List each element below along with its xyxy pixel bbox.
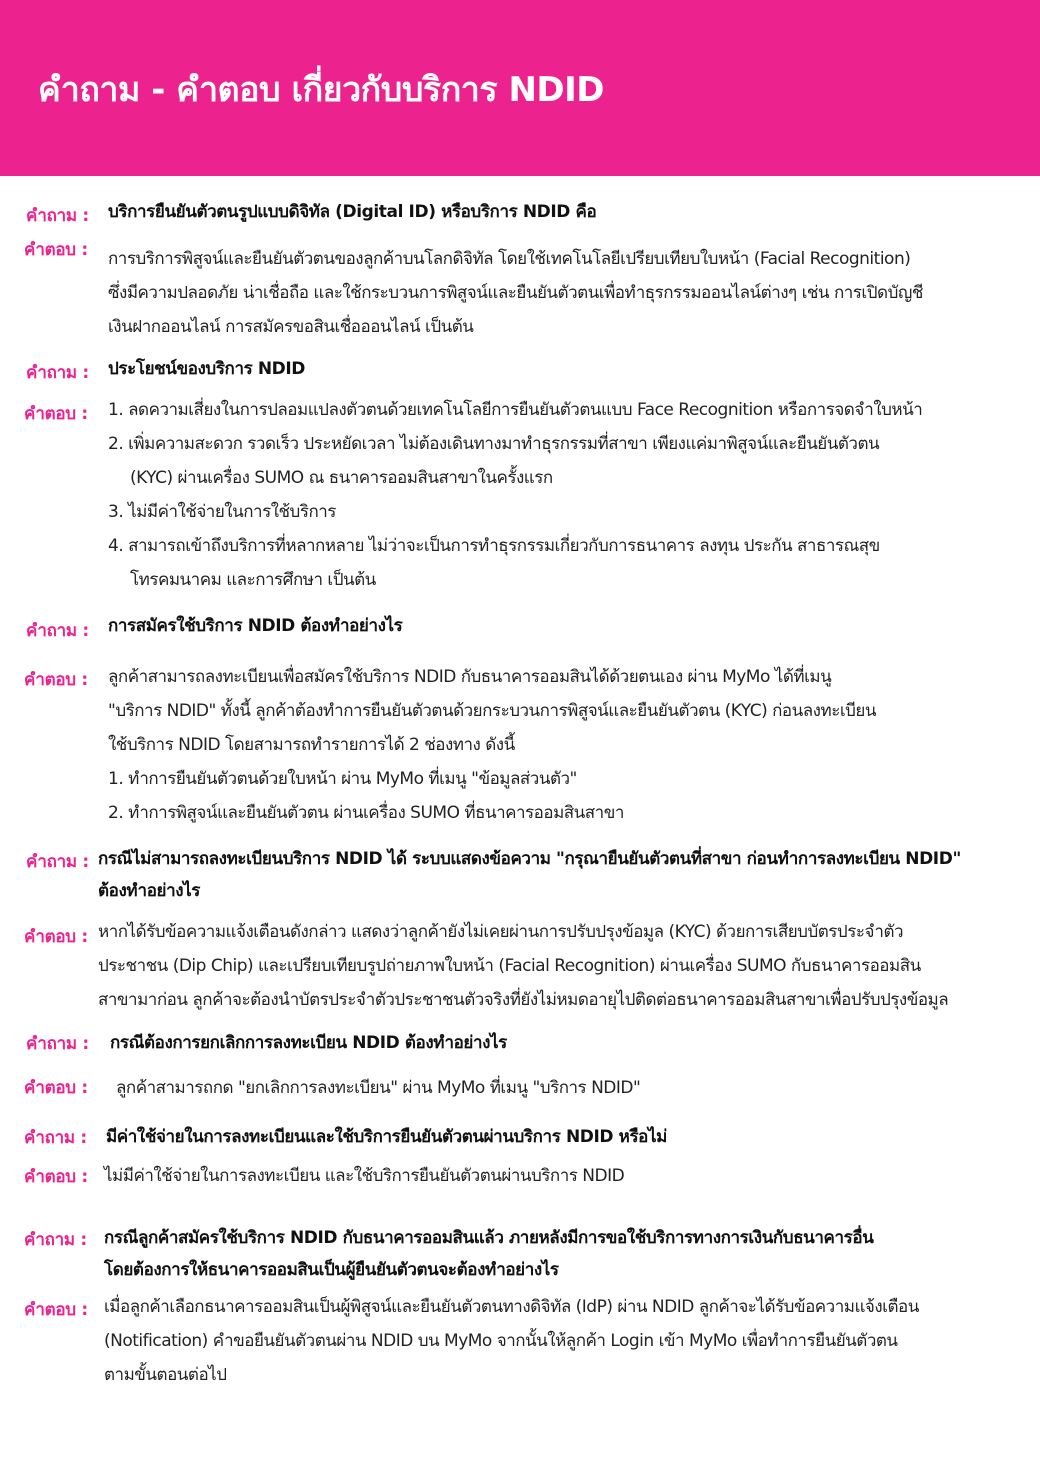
question-label: คำถาม : — [26, 206, 89, 226]
answer-label: คำตอบ : — [24, 404, 88, 424]
list-item-continued: (KYC) ผ่านเครื่อง SUMO ณ ธนาคารออมสินสาขาในครั้งแรก — [130, 468, 553, 488]
question-text: กรณีต้องการยกเลิกการลงทะเบียน NDID ต้องทำอย่างไร — [110, 1033, 507, 1053]
list-item: 3. ไม่มีค่าใช้จ่ายในการใช้บริการ — [108, 502, 336, 522]
question-label: คำถาม : — [26, 621, 89, 641]
answer-text: หากได้รับข้อความแจ้งเตือนดังกล่าว แสดงว่าลูกค้ายังไม่เคยผ่านการปรับปรุงข้อมูล (KYC) ด้วยการเสียบบัตรประจำตัว ประชาชน (Dip Chip) และเปรียบเทียบรูปถ่ายภาพใบหน้า (Facial Recognition) ผ่านเครื่อง SUMO กับธนาคารออมสิน สาขามาก่อน ลูกค้าจะต้องนำบัตรประจำตัวประชาชนตัวจริงที่ยังไม่หมดอายุไปติดต่อธนาคารออมสินสาขาเพื่อปรับปรุงข้อมูล — [98, 922, 949, 1010]
answer-label: คำตอบ : — [24, 1078, 88, 1098]
answer-label: คำตอบ : — [24, 670, 88, 690]
answer-text: ลูกค้าสามารถลงทะเบียนเพื่อสมัครใช้บริการ NDID กับธนาคารออมสินได้ด้วยตนเอง ผ่าน MyMo ได้ที่เมนู "บริการ NDID" ทั้งนี้ ลูกค้าต้องทำการยืนยันตัวตนด้วยกระบวนการพิสูจน์และยืนยันตัวตน (KYC) ก่อนลงทะเบียน ใช้บริการ NDID โดยสามารถทำรายการได้ 2 ช่องทาง ดังนี้ 1. ทำการยืนยันตัวตนด้วยใบหน้า ผ่าน MyMo ที่เมนู "ข้อมูลส่วนตัว" 2. ทำการพิสูจน์และยืนยันตัวตน ผ่านเครื่อง SUMO ที่ธนาคารออมสินสาขา — [108, 660, 876, 830]
question-label: คำถาม : — [24, 1230, 87, 1250]
answer-label: คำตอบ : — [24, 927, 88, 947]
answer-text: การบริการพิสูจน์และยืนยันตัวตนของลูกค้าบนโลกดิจิทัล โดยใช้เทคโนโลยีเปรียบเทียบใบหน้า (Facial Recognition) ซึ่งมีความปลอดภัย น่าเชื่อถือ และใช้กระบวนการพิสูจน์และยืนยันตัวตนเพื่อทำธุรกรรมออนไลน์ต่างๆ เช่น การเปิดบัญชี เงินฝากออนไลน์ การสมัครขอสินเชื่อออนไลน์ เป็นต้น — [108, 249, 923, 337]
question-text: การสมัครใช้บริการ NDID ต้องทำอย่างไร — [108, 616, 403, 636]
page-title: คำถาม - คำตอบ เกี่ยวกับบริการ NDID — [38, 70, 605, 110]
question-label: คำถาม : — [26, 1034, 89, 1054]
answer-text: ลูกค้าสามารถกด "ยกเลิกการลงทะเบียน" ผ่าน MyMo ที่เมนู "บริการ NDID" — [116, 1078, 641, 1098]
question-text: ประโยชน์ของบริการ NDID — [108, 359, 306, 379]
question-text: บริการยืนยันตัวตนรูปแบบดิจิทัล (Digital ID) หรือบริการ NDID คือ — [108, 202, 597, 222]
answer-list — [108, 393, 922, 597]
question-text: มีค่าใช้จ่ายในการลงทะเบียนและใช้บริการยืนยันตัวตนผ่านบริการ NDID หรือไม่ — [106, 1127, 667, 1147]
question-text: กรณีไม่สามารถลงทะเบียนบริการ NDID ได้ ระบบแสดงข้อความ "กรุณายืนยันตัวตนที่สาขา ก่อนทำการลงทะเบียน NDID" ต้องทำอย่างไร — [98, 849, 961, 901]
answer-text: ไม่มีค่าใช้จ่ายในการลงทะเบียน และใช้บริการยืนยันตัวตนผ่านบริการ NDID — [104, 1166, 625, 1186]
list-item-continued: โทรคมนาคม และการศึกษา เป็นต้น — [130, 570, 376, 590]
answer-text: เมื่อลูกค้าเลือกธนาคารออมสินเป็นผู้พิสูจน์และยืนยันตัวตนทางดิจิทัล (IdP) ผ่าน NDID ลูกค้าจะได้รับข้อความแจ้งเตือน (Notification) คำขอยืนยันตัวตนผ่าน NDID บน MyMo จากนั้นให้ลูกค้า Login เข้า MyMo เพื่อทำการยืนยันตัวตน ตามขั้นตอนต่อไป — [104, 1297, 919, 1385]
question-label: คำถาม : — [26, 852, 89, 872]
page-header — [0, 0, 1040, 176]
list-item: 2. ทำการพิสูจน์และยืนยันตัวตน ผ่านเครื่อง SUMO ที่ธนาคารออมสินสาขา — [108, 803, 624, 823]
question-text: กรณีลูกค้าสมัครใช้บริการ NDID กับธนาคารออมสินแล้ว ภายหลังมีการขอใช้บริการทางการเงินกับธนาคารอื่น โดยต้องการให้ธนาคารออมสินเป็นผู้ยืนยันตัวตนจะต้องทำอย่างไร — [104, 1228, 874, 1280]
answer-label: คำตอบ : — [24, 240, 88, 260]
list-item: 2. เพิ่มความสะดวก รวดเร็ว ประหยัดเวลา ไม่ต้องเดินทางมาทำธุรกรรมที่สาขา เพียงแค่มาพิสูจน์และยืนยันตัวตน — [108, 434, 880, 454]
answer-label: คำตอบ : — [24, 1300, 88, 1320]
question-label: คำถาม : — [26, 363, 89, 383]
question-label: คำถาม : — [24, 1128, 87, 1148]
list-item: 4. สามารถเข้าถึงบริการที่หลากหลาย ไม่ว่าจะเป็นการทำธุรกรรมเกี่ยวกับการธนาคาร ลงทุน ประกัน สาธารณสุข — [108, 536, 880, 556]
list-item: 1. ทำการยืนยันตัวตนด้วยใบหน้า ผ่าน MyMo ที่เมนู "ข้อมูลส่วนตัว" — [108, 769, 577, 789]
list-item: 1. ลดความเสี่ยงในการปลอมแปลงตัวตนด้วยเทคโนโลยีการยืนยันตัวตนแบบ Face Recognition หรือการจดจำใบหน้า — [108, 400, 923, 420]
answer-label: คำตอบ : — [24, 1167, 88, 1187]
